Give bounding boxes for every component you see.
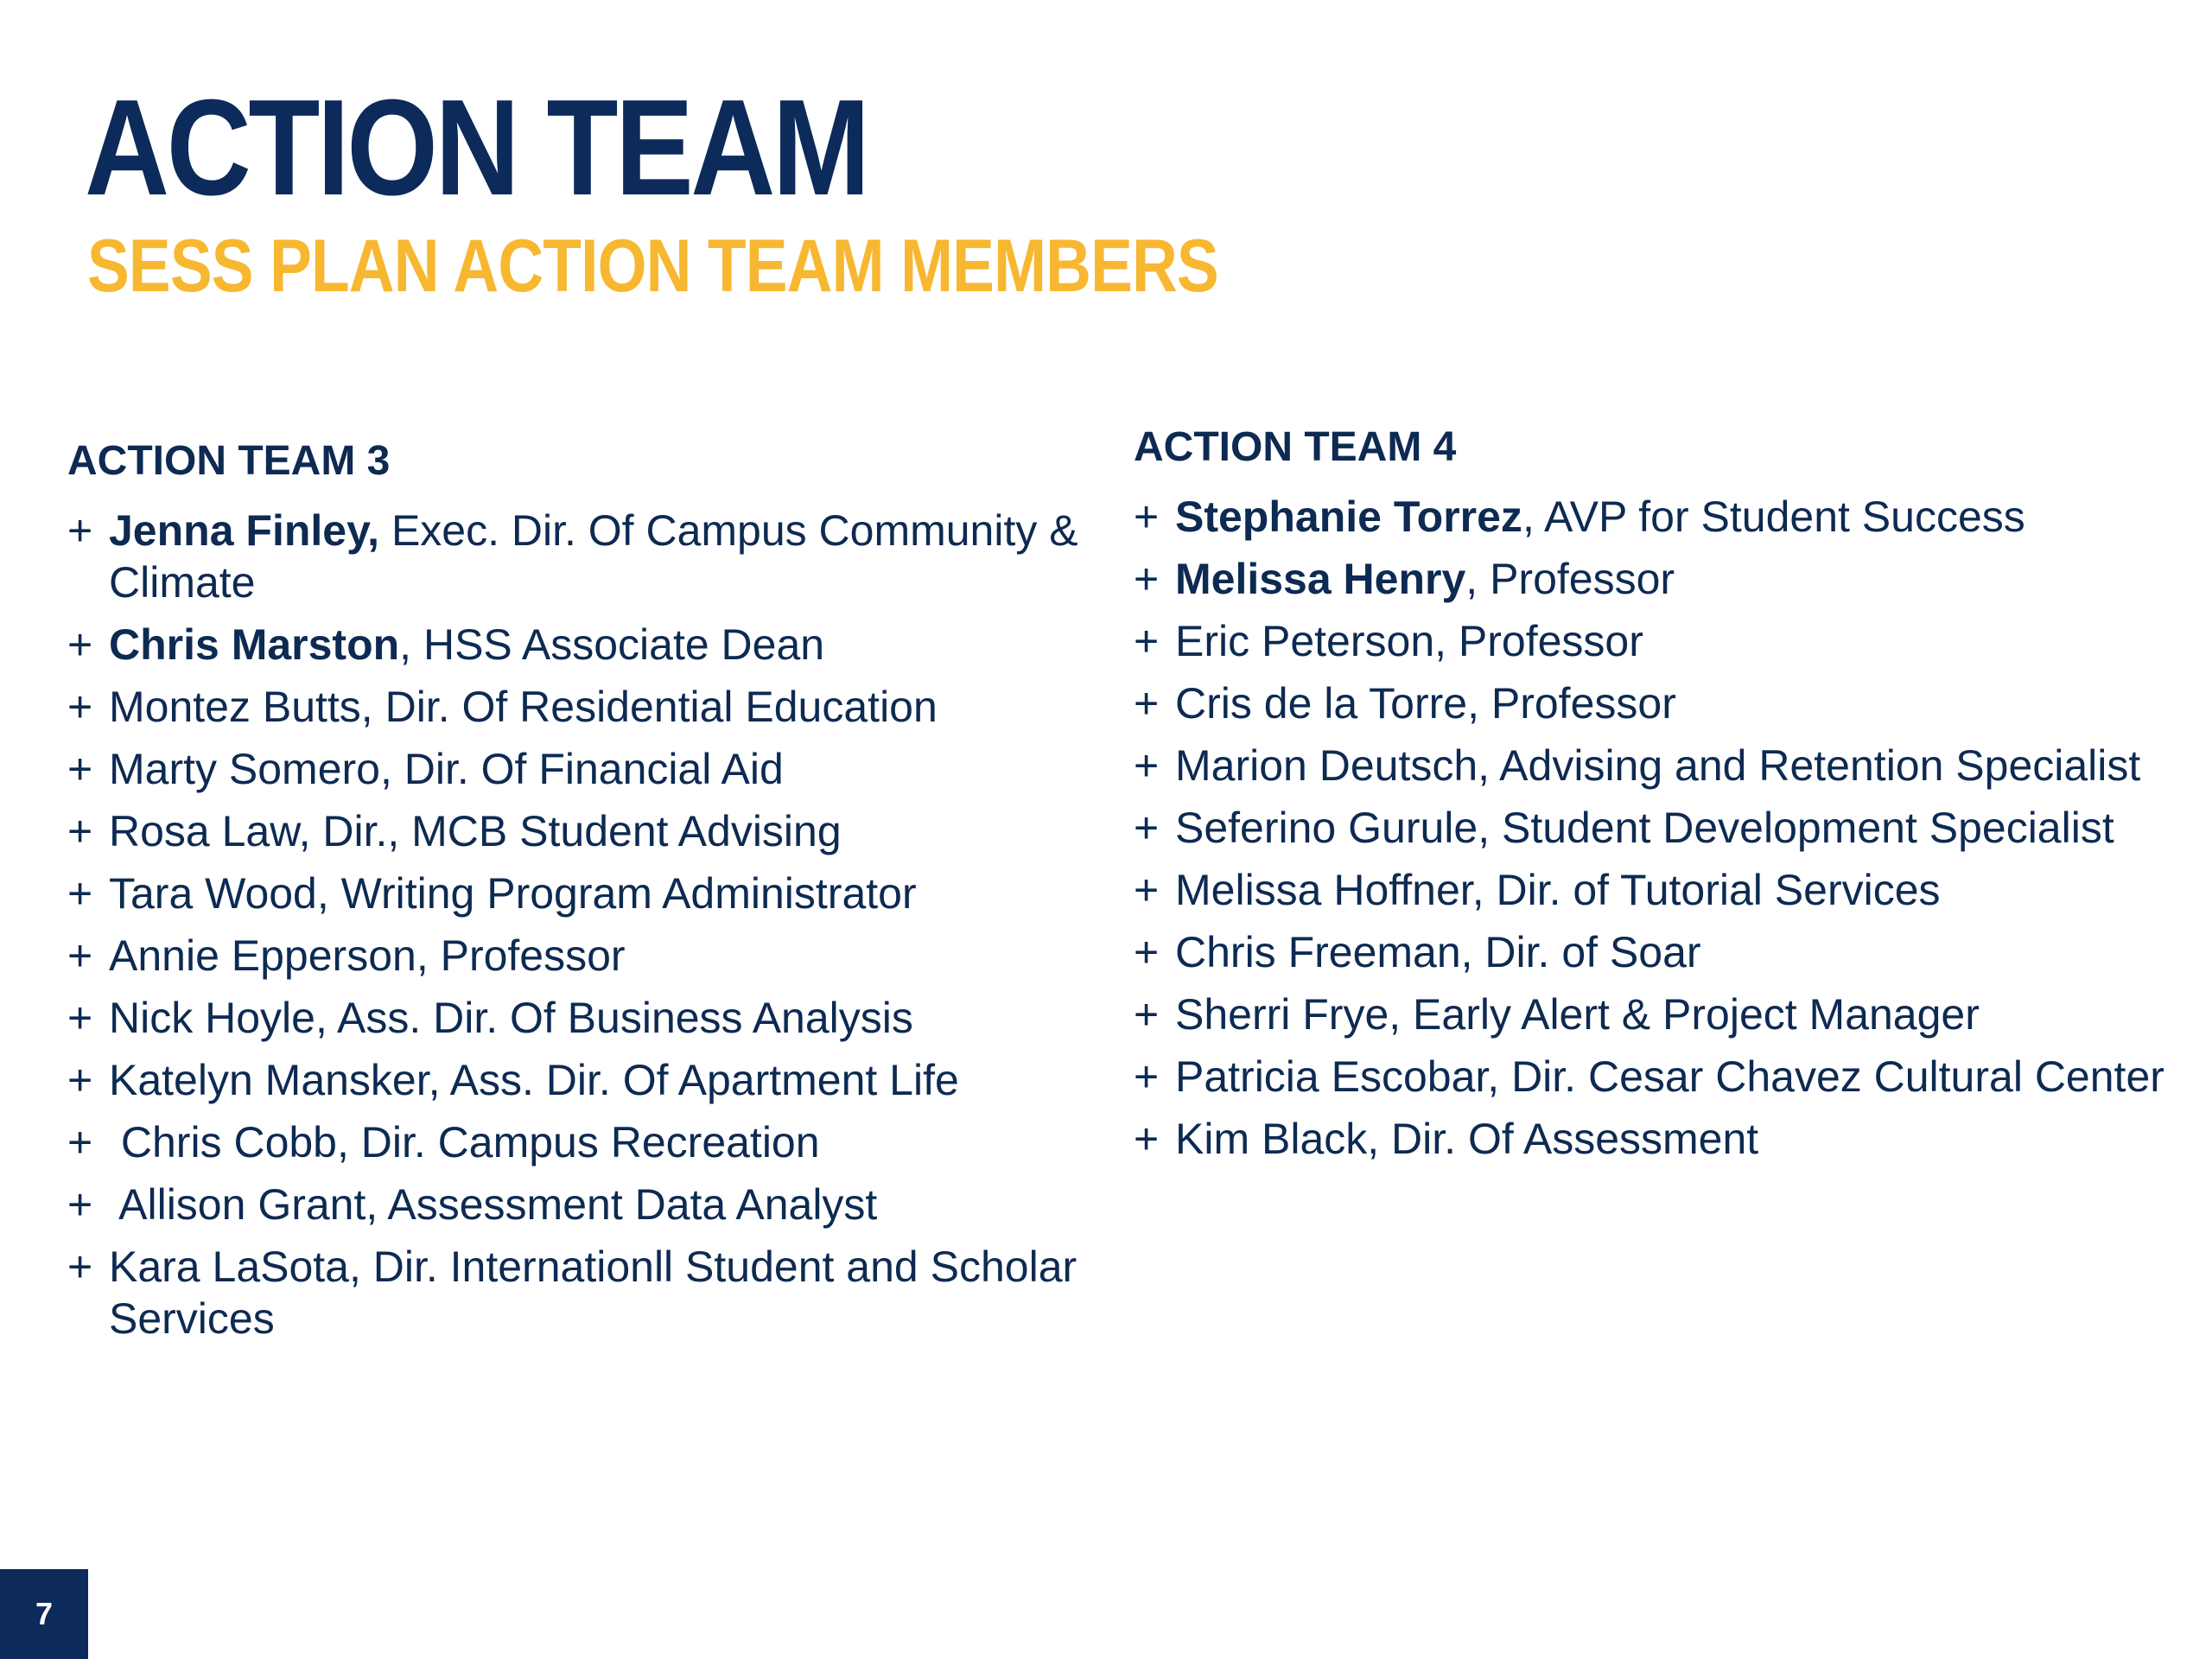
plus-icon: + xyxy=(67,1118,93,1166)
member-item xyxy=(67,992,1096,1044)
plus-icon: + xyxy=(67,683,93,731)
member-item xyxy=(67,743,1096,795)
action-team-4-heading: ACTION TEAM 4 xyxy=(1134,424,1457,470)
plus-icon: + xyxy=(1134,928,1160,976)
member-name: Sherri Frye xyxy=(1175,990,1389,1039)
member-role: , Professor xyxy=(1465,555,1675,603)
member-name: Cris de la Torre xyxy=(1175,679,1468,728)
member-item xyxy=(67,930,1096,982)
member-name: Melissa Henry xyxy=(1175,555,1466,603)
member-name: Montez Butts xyxy=(109,683,361,731)
plus-icon: + xyxy=(1134,1052,1160,1101)
member-name: Kara LaSota xyxy=(109,1243,349,1291)
member-role: , Ass. Dir. Of Business Analysis xyxy=(315,994,913,1042)
plus-icon: + xyxy=(67,506,93,555)
member-item xyxy=(67,681,1096,733)
plus-icon: + xyxy=(67,745,93,793)
plus-icon: + xyxy=(67,1180,93,1229)
plus-icon: + xyxy=(1134,493,1160,541)
member-name: Tara Wood xyxy=(109,869,317,918)
member-name: Jenna Finley, xyxy=(109,506,380,555)
slide-title: ACTION TEAM xyxy=(85,72,868,224)
member-name: Eric Peterson xyxy=(1175,617,1435,665)
plus-icon: + xyxy=(1134,617,1160,665)
member-name: Annie Epperson xyxy=(109,931,416,980)
member-role: , Professor xyxy=(416,931,626,980)
member-role: , Dir. Of Financial Aid xyxy=(379,745,784,793)
member-role: , Dir. of Tutorial Services xyxy=(1471,866,1941,914)
plus-icon: + xyxy=(1134,679,1160,728)
member-role: , Dir. Of Residential Education xyxy=(360,683,938,731)
action-team-3-column xyxy=(67,438,1096,1355)
member-role: , Early Alert & Project Manager xyxy=(1389,990,1980,1039)
member-name: Rosa Law xyxy=(109,807,299,855)
member-item xyxy=(67,505,1085,608)
member-role: , Dir. Cesar Chavez Cultural Center xyxy=(1487,1052,2164,1101)
member-role: , Ass. Dir. Of Apartment Life xyxy=(428,1056,959,1104)
member-role: , Professor xyxy=(1467,679,1676,728)
member-role: , Writing Program Administrator xyxy=(316,869,917,918)
member-item xyxy=(1134,553,2205,605)
plus-icon: + xyxy=(1134,741,1160,790)
plus-icon: + xyxy=(67,807,93,855)
member-item xyxy=(1134,740,2205,791)
plus-icon: + xyxy=(67,1056,93,1104)
plus-icon: + xyxy=(1134,1115,1160,1163)
member-role: , Professor xyxy=(1434,617,1643,665)
member-role: , Assessment Data Analyst xyxy=(365,1180,878,1229)
action-team-4-column xyxy=(1134,424,2205,1175)
member-item xyxy=(1134,1051,2205,1103)
member-item xyxy=(1134,677,2205,729)
member-item xyxy=(1134,615,2205,667)
member-role: , Dir. Internationll Student and Scholar Services xyxy=(109,1243,1077,1343)
action-team-3-list xyxy=(67,505,1096,1344)
member-name: Chris Marston xyxy=(109,620,400,669)
slide-subtitle: SESS PLAN ACTION TEAM MEMBERS xyxy=(87,225,1218,308)
page-number: 7 xyxy=(0,1569,88,1659)
member-role: Exec. Dir. Of Campus Community & Climate xyxy=(109,506,1078,607)
member-name: Nick Hoyle xyxy=(109,994,315,1042)
member-name: Kim Black xyxy=(1175,1115,1368,1163)
member-name: Melissa Hoffner xyxy=(1175,866,1472,914)
plus-icon: + xyxy=(1134,555,1160,603)
member-role: , Advising and Retention Specialist xyxy=(1478,741,2141,790)
member-name: Stephanie Torrez xyxy=(1175,493,1522,541)
member-name: Allison Grant xyxy=(109,1180,366,1229)
member-item xyxy=(67,619,1096,671)
plus-icon: + xyxy=(67,931,93,980)
action-team-3-heading: ACTION TEAM 3 xyxy=(67,438,391,484)
member-item xyxy=(1134,802,2205,854)
member-item xyxy=(67,1179,1096,1230)
plus-icon: + xyxy=(67,994,93,1042)
plus-icon: + xyxy=(1134,866,1160,914)
member-item xyxy=(1134,988,2205,1040)
member-role: , Dir. Campus Recreation xyxy=(337,1118,820,1166)
member-name: Seferino Gurule xyxy=(1175,804,1478,852)
member-role: , AVP for Student Success xyxy=(1522,493,2025,541)
action-team-4-list xyxy=(1134,491,2205,1165)
member-name: Patricia Escobar xyxy=(1175,1052,1488,1101)
member-item xyxy=(67,805,1096,857)
plus-icon: + xyxy=(1134,804,1160,852)
member-item xyxy=(1134,864,2205,916)
member-name: Marion Deutsch xyxy=(1175,741,1478,790)
member-name: Marty Somero xyxy=(109,745,380,793)
member-item xyxy=(67,1241,1103,1344)
member-role: , Dir. of Soar xyxy=(1460,928,1701,976)
member-name: Chris Freeman xyxy=(1175,928,1461,976)
member-item xyxy=(1134,491,2205,543)
member-name: Chris Cobb xyxy=(109,1118,337,1166)
member-name: Katelyn Mansker xyxy=(109,1056,429,1104)
member-item xyxy=(67,1054,1096,1106)
plus-icon: + xyxy=(1134,990,1160,1039)
member-role: , Dir., MCB Student Advising xyxy=(298,807,842,855)
plus-icon: + xyxy=(67,620,93,669)
member-role: , HSS Associate Dean xyxy=(399,620,825,669)
plus-icon: + xyxy=(67,869,93,918)
member-item xyxy=(1134,1113,2205,1165)
member-item xyxy=(67,1116,1096,1168)
member-role: , Student Development Specialist xyxy=(1478,804,2114,852)
member-item xyxy=(67,868,1096,919)
member-item xyxy=(1134,926,2205,978)
member-role: , Dir. Of Assessment xyxy=(1367,1115,1759,1163)
plus-icon: + xyxy=(67,1243,93,1291)
